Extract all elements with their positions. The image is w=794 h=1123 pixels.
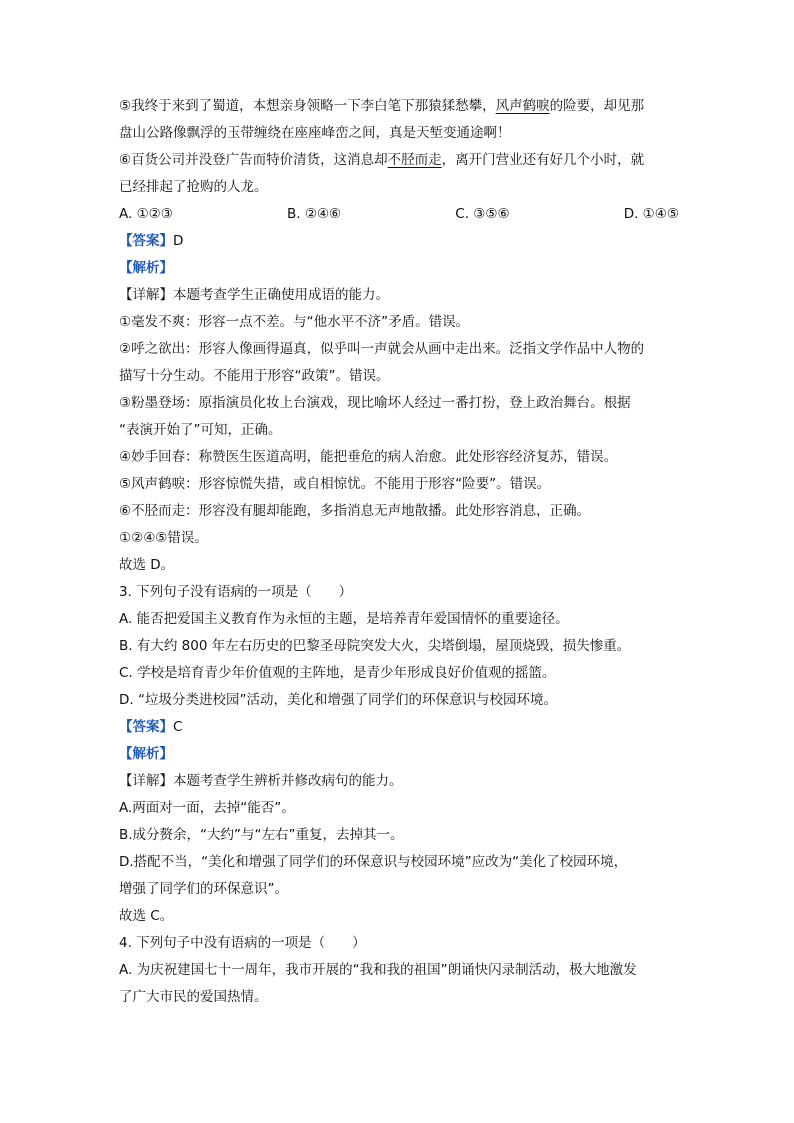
q3-option-d: D. “垃圾分类进校园”活动，美化和增强了同学们的环保意识与校园环境。 bbox=[119, 692, 557, 708]
option-a: A. ①②③ bbox=[119, 206, 173, 222]
option-d: D. ①④⑤ bbox=[623, 206, 679, 222]
detail-text: 本题考查学生正确使用成语的能力。 bbox=[173, 287, 389, 303]
option-c: C. ③⑤⑥ bbox=[455, 206, 510, 222]
q2-note: ⑤风声鹤唳：形容惊慌失措，或自相惊忧。不能用于形容“险要”。错误。 bbox=[119, 476, 551, 492]
q3-stem: 3. 下列句子没有语病的一项是（ ） bbox=[119, 584, 353, 600]
q3-note: D.搭配不当，“美化和增强了同学们的环保意识与校园环境”应改为“美化了校园环境， bbox=[119, 854, 628, 870]
option-b: B. ②④⑥ bbox=[287, 206, 342, 222]
analysis-tag: 【解析】 bbox=[119, 746, 173, 762]
answer-value: D bbox=[173, 233, 184, 249]
q2-note: ④妙手回春：称赞医生医道高明，能把垂危的病人治愈。此处形容经济复苏，错误。 bbox=[119, 449, 618, 465]
text: ⑤我终于来到了蜀道，本想亲身领略一下李白笔下那猿猱愁攀， bbox=[119, 98, 496, 114]
q3-detail bbox=[119, 768, 679, 795]
text: ，离开门营业还有好几个小时，就 bbox=[441, 152, 645, 168]
q3-option-c: C. 学校是培育青少年价值观的主阵地，是青少年形成良好价值观的摇篮。 bbox=[119, 665, 556, 681]
q3-option-b: B. 有大约 800 年左右历史的巴黎圣母院突发大火，尖塔倒塌，屋顶烧毁，损失惨重。 bbox=[119, 638, 631, 654]
detail-text: 本题考查学生辨析并修改病句的能力。 bbox=[173, 773, 403, 789]
page-content bbox=[119, 93, 679, 1011]
text: ⑥百货公司并没登广告而特价清货，这消息却 bbox=[119, 152, 388, 168]
detail-tag: 【详解】 bbox=[119, 773, 173, 789]
detail-tag: 【详解】 bbox=[119, 287, 173, 303]
q2-item-6-line2: 已经排起了抢购的人龙。 bbox=[119, 179, 268, 195]
q2-detail bbox=[119, 282, 679, 309]
q2-item-5-line1 bbox=[119, 93, 679, 120]
q2-note: “表演开始了”可知，正确。 bbox=[119, 422, 282, 438]
q4-stem: 4. 下列句子中没有语病的一项是（ ） bbox=[119, 935, 366, 951]
q3-conclusion: 故选 C。 bbox=[119, 908, 174, 924]
q2-options bbox=[119, 201, 679, 228]
q3-note: B.成分赘余，“大约”与“左右”重复，去掉其一。 bbox=[119, 827, 404, 843]
q2-note: ③粉墨登场：原指演员化妆上台演戏，现比喻坏人经过一番打扮，登上政治舞台。根据 bbox=[119, 395, 631, 411]
q2-note: ①毫发不爽：形容一点不差。与“他水平不济”矛盾。错误。 bbox=[119, 314, 470, 330]
q3-analysis bbox=[119, 741, 679, 768]
q2-note: 描写十分生动。不能用于形容“政策”。错误。 bbox=[119, 368, 390, 384]
q3-note: A.两面对一面，去掉“能否”。 bbox=[119, 800, 295, 816]
q2-note: ⑥不胫而走：形容没有腿却能跑，多指消息无声地散播。此处形容消息，正确。 bbox=[119, 503, 591, 519]
q2-answer bbox=[119, 228, 679, 255]
underlined-idiom: 不胫而走 bbox=[387, 152, 442, 168]
answer-value: C bbox=[173, 719, 183, 735]
q2-item-6-line1 bbox=[119, 147, 679, 174]
q2-analysis bbox=[119, 255, 679, 282]
q2-note: ①②④⑤错误。 bbox=[119, 530, 208, 546]
q3-answer bbox=[119, 714, 679, 741]
q2-item-5-line2: 盘山公路像飘浮的玉带缠绕在座座峰峦之间，真是天堑变通途啊！ bbox=[119, 125, 511, 141]
q4-option-a-line1: A. 为庆祝建国七十一周年，我市开展的“我和我的祖国”朗诵快闪录制活动，极大地激发 bbox=[119, 962, 637, 978]
q3-option-a: A. 能否把爱国主义教育作为永恒的主题，是培养青年爱国情怀的重要途径。 bbox=[119, 611, 569, 627]
answer-tag: 【答案】 bbox=[119, 233, 173, 249]
q3-note: 增强了同学们的环保意识”。 bbox=[119, 881, 288, 897]
answer-tag: 【答案】 bbox=[119, 719, 173, 735]
q2-conclusion: 故选 D。 bbox=[119, 557, 175, 573]
q4-option-a-line2: 了广大市民的爱国热情。 bbox=[119, 989, 268, 1005]
q2-note: ②呼之欲出：形容人像画得逼真，似乎叫一声就会从画中走出来。泛指文学作品中人物的 bbox=[119, 341, 645, 357]
analysis-tag: 【解析】 bbox=[119, 260, 173, 276]
text: 的险要，却见那 bbox=[549, 98, 645, 114]
underlined-idiom: 风声鹤唳 bbox=[495, 98, 550, 114]
